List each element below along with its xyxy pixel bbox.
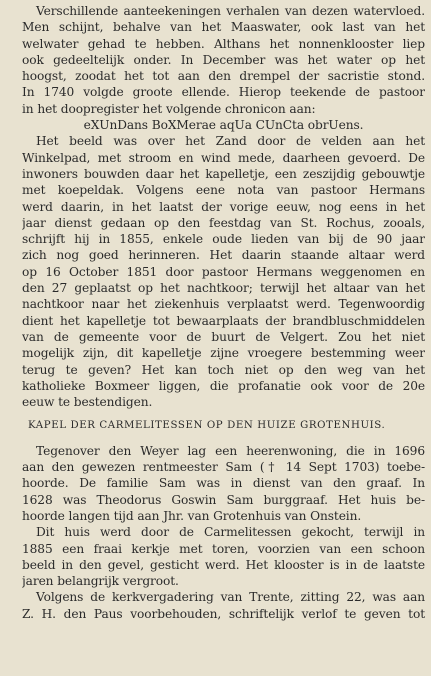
text-line: op 16 October 1851 door pastoor Hermans weggenomen en	[22, 264, 425, 279]
text-line: hoogst, zoodat het tot aan den drempel der sacristie stond.	[22, 69, 425, 84]
text-line: hoorde langen tijd aan Jhr. van Grotenhuis van Onstein.	[22, 508, 362, 523]
text-line: met koepeldak. Volgens eene nota van pastoor Hermans	[22, 183, 425, 198]
text-line: Dit huis werd door de Carmelitessen gekocht, terwijl in	[36, 525, 425, 540]
text-line: werd daarin, in het laatst der vorige eeuw, nog eens in het	[22, 199, 425, 214]
text-line: mogelijk zijn, dit kapelletje zijne vroegere bestemming weer	[22, 346, 425, 361]
text-line: schrijft hij in 1855, enkele oude lieden van bij de 90 jaar	[22, 232, 425, 247]
text-line: ook gedeeltelijk onder. In December was het water op het	[22, 52, 425, 67]
text-line: jaren belangrijk vergroot.	[22, 574, 179, 589]
text-line: hoorde. De familie Sam was in dienst van den graaf. In	[22, 476, 425, 491]
text-line: den 27 geplaatst op het nachtkoor; terwijl het altaar van het	[22, 281, 425, 296]
text-line: 1885 een fraai kerkje met toren, voorzien van een schoon	[22, 541, 425, 556]
text-line: Verschillende aanteekeningen verhalen van dezen watervloed.	[36, 4, 425, 18]
text-line: Tegenover den Weyer lag een heerenwoning, die in 1696	[36, 443, 425, 458]
text-line: In 1740 volgde groote ellende. Hierop teekende de pastoor	[22, 85, 425, 100]
text-line: Z. H. den Paus voorbehouden, schriftelijk verlof te geven tot	[22, 606, 425, 621]
text-line: Men schijnt, behalve van het Maaswater, ook last van het	[22, 20, 425, 35]
text-line: beeld in den gevel, gesticht werd. Het klooster is in de laatste	[22, 557, 425, 572]
text-line: 1628 was Theodorus Goswin Sam burggraaf. Het huis be-	[22, 492, 425, 507]
text-line: Het beeld was over het Zand door de velden aan het	[36, 134, 425, 149]
text-line: terug te geven? Het kan toch niet op den weg van het	[22, 362, 425, 377]
paragraph-carmelitessen	[22, 443, 425, 622]
paragraph-watervloed	[22, 3, 425, 410]
text-line: aan den gewezen rentmeester Sam († 14 Sept 1703) toebe-	[22, 460, 425, 475]
text-line: Winkelpad, met stroom en wind mede, daarheen gevoerd. De	[22, 150, 425, 165]
text-line: welwater gehad te hebben. Althans het nonnenklooster liep	[22, 36, 425, 51]
text-line: katholieke Boxmeer liggen, die profanatie ook voor de 20e	[22, 378, 425, 393]
text-line: nachtkoor naar het ziekenhuis verplaatst werd. Tegenwoordig	[22, 297, 425, 312]
text-line: in het doopregister het volgende chronicon aan:	[22, 101, 316, 116]
text-line: van de gemeente voor de buurt de Velgert. Zou het niet	[22, 329, 425, 344]
text-line: zich nog goed herinneren. Het daarin staande altaar werd	[22, 248, 425, 263]
chronicon-line: eXUnDans BoXMerae aqUa CUnCta obrUens.	[83, 118, 364, 133]
text-line: inwoners bouwden daar het kapelletje, een zeszijdig gebouwtje	[22, 166, 425, 181]
text-line: Volgens de kerkvergadering van Trente, zitting 22, was aan	[36, 590, 425, 605]
text-line: jaar dienst gedaan op den feestdag van St. Rochus, zooals,	[22, 215, 425, 230]
section-heading: KAPEL DER CARMELITESSEN OP DEN HUIZE GROTENHUIS.	[28, 420, 386, 432]
text-line: dient het kapelletje tot bewaarplaats der brandbluschmiddelen	[22, 313, 425, 328]
text-line: eeuw te bestendigen.	[22, 395, 153, 410]
